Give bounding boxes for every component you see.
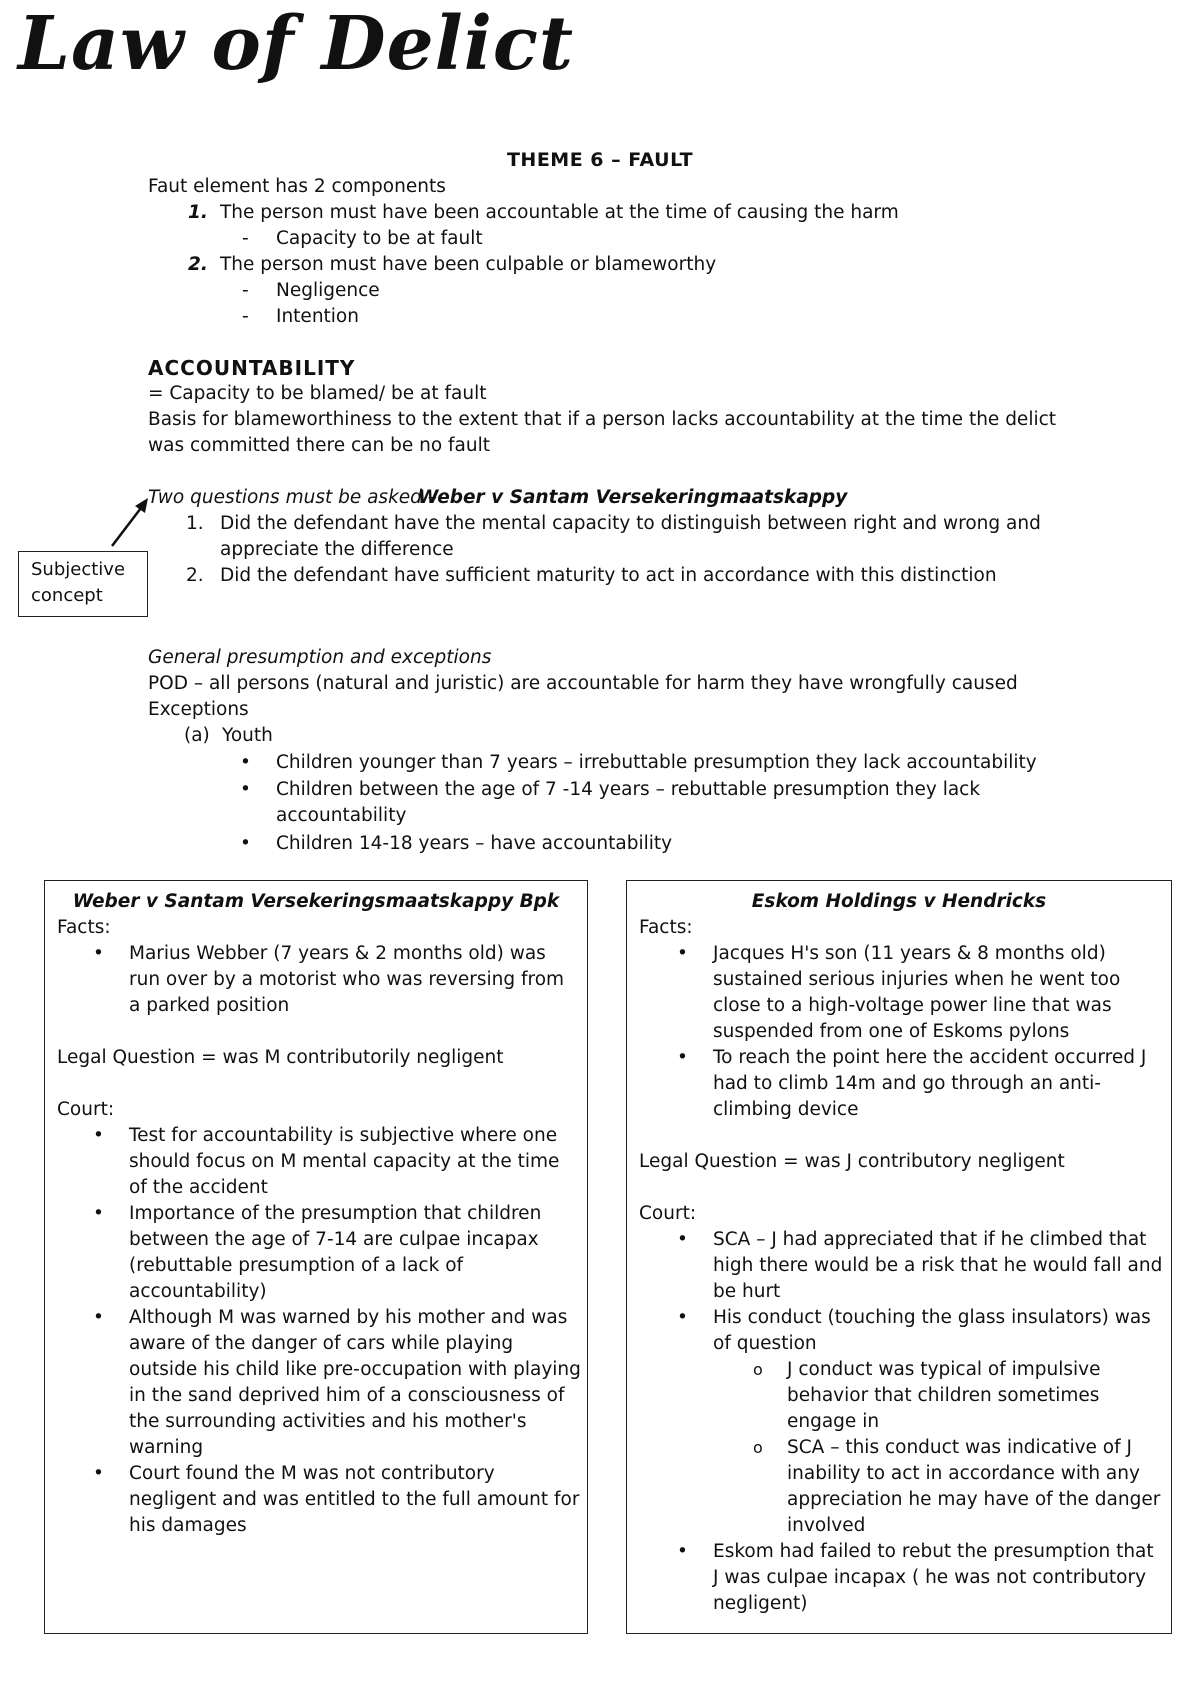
intro-line: Faut element has 2 components (148, 176, 446, 197)
question-2: Did the defendant have sufficient maturity to act in accordance with this distinction (220, 565, 997, 586)
callout-arrow-icon (100, 492, 160, 552)
court-bullet: • Test for accountability is subjective where one (129, 1123, 557, 1149)
case-card-weber (44, 880, 588, 1634)
intro-sub-2: Negligence (276, 280, 380, 301)
fact-line: had to climb 14m and go through an anti- (713, 1073, 1101, 1094)
court-line: negligent) (713, 1593, 808, 1614)
case-title: Eskom Holdings v Hendricks (751, 891, 1047, 912)
court-label: Court: (639, 1203, 697, 1224)
court-line: in the sand deprived him of a consciousness of (129, 1385, 565, 1406)
fact-line: sustained serious injuries when he went too (713, 969, 1121, 990)
court-line: outside his child like pre-occupation with playing (129, 1359, 581, 1380)
theme-heading: THEME 6 – FAULT (506, 149, 694, 171)
youth-bullet-1: • Children younger than 7 years – irrebuttable presumption they lack accountability (276, 750, 1037, 776)
question-1-line-2: appreciate the difference (220, 539, 454, 560)
youth-bullet-3: • Children 14-18 years – have accountability (276, 831, 672, 857)
dash: - (242, 306, 249, 327)
youth-bullet-2: • Children between the age of 7 -14 years – rebuttable presumption they lack (276, 777, 980, 803)
intro-sub-3: Intention (276, 306, 359, 327)
court-line: warning (129, 1437, 204, 1458)
accountability-basis-2: was committed there can be no fault (148, 435, 491, 456)
accountability-heading: ACCOUNTABILITY (148, 356, 356, 380)
intro-item-2: The person must have been culpable or blameworthy (220, 254, 717, 275)
callout-line-1: Subjective (31, 559, 126, 580)
accountability-def: = Capacity to be blamed/ be at fault (148, 383, 487, 404)
callout-line-2: concept (31, 585, 103, 606)
presumption-exceptions: Exceptions (148, 699, 249, 720)
legal-question: Legal Question = was J contributory negligent (639, 1151, 1065, 1172)
court-bullet: • Eskom had failed to rebut the presumption that (713, 1539, 1154, 1565)
fact-line: climbing device (713, 1099, 859, 1120)
two-questions-case: Weber v Santam Versekeringmaatskappy (418, 487, 848, 508)
youth-text: Youth (222, 725, 273, 746)
accountability-basis-1: Basis for blameworthiness to the extent that if a person lacks accountability at the time the delict (148, 409, 1057, 430)
court-line: be hurt (713, 1281, 781, 1302)
intro-item-1: The person must have been accountable at the time of causing the harm (220, 202, 899, 223)
document-title: Law of Delict (18, 1, 575, 87)
fact-line: close to a high-voltage power line that was (713, 995, 1112, 1016)
facts-label: Facts: (57, 917, 111, 938)
court-line: of the accident (129, 1177, 268, 1198)
court-sub-line: involved (787, 1515, 866, 1536)
court-bullet: • Importance of the presumption that children (129, 1201, 541, 1227)
case-title: Weber v Santam Versekeringsmaatskappy Bpk (72, 891, 560, 912)
court-line: J was culpae incapax ( he was not contributory (713, 1567, 1147, 1588)
court-sub-line: behavior that children sometimes (787, 1385, 1100, 1406)
fact-bullet: • Jacques H's son (11 years & 8 months old) (713, 941, 1106, 967)
fact-bullet: • Marius Webber (7 years & 2 months old) was (129, 941, 546, 967)
fact-line: suspended from one of Eskoms pylons (713, 1021, 1070, 1042)
two-questions-lead: Two questions must be asked – (148, 487, 438, 508)
court-line: his damages (129, 1515, 247, 1536)
presumption-pod: POD – all persons (natural and juristic) are accountable for harm they have wrongfully caused (148, 673, 1018, 694)
dash: - (242, 228, 249, 249)
court-bullet: • SCA – J had appreciated that if he climbed that (713, 1227, 1146, 1253)
court-sub-line: appreciation he may have of the danger (787, 1489, 1161, 1510)
court-sub-line: engage in (787, 1411, 880, 1432)
court-line: accountability) (129, 1281, 267, 1302)
fact-line: run over by a motorist who was reversing from (129, 969, 565, 990)
court-sub-bullet: o J conduct was typical of impulsive (787, 1357, 1101, 1383)
court-bullet: • Although M was warned by his mother and was (129, 1305, 567, 1331)
intro-num-1: 1. (188, 202, 208, 223)
court-line: (rebuttable presumption of a lack of (129, 1255, 464, 1276)
court-line: between the age of 7-14 are culpae incapax (129, 1229, 539, 1250)
court-line: aware of the danger of cars while playing (129, 1333, 514, 1354)
court-sub-line: inability to act in accordance with any (787, 1463, 1140, 1484)
dash: - (242, 280, 249, 301)
youth-label: (a) (184, 725, 210, 746)
question-1-line-1: Did the defendant have the mental capacity to distinguish between right and wrong and (220, 513, 1041, 534)
question-num-2: 2. (186, 565, 204, 586)
court-bullet: • Court found the M was not contributory (129, 1461, 495, 1487)
presumption-heading: General presumption and exceptions (148, 647, 492, 668)
intro-sub-1: Capacity to be at fault (276, 228, 483, 249)
youth-bullet-2-cont: accountability (276, 805, 407, 826)
court-line: the surrounding activities and his mother's (129, 1411, 527, 1432)
case-card-eskom (626, 880, 1172, 1634)
court-line: should focus on M mental capacity at the time (129, 1151, 560, 1172)
court-line: high there would be a risk that he would fall and (713, 1255, 1163, 1276)
intro-num-2: 2. (188, 254, 208, 275)
court-sub-bullet: o SCA – this conduct was indicative of J (787, 1435, 1132, 1461)
fact-line: a parked position (129, 995, 290, 1016)
court-label: Court: (57, 1099, 115, 1120)
court-line: of question (713, 1333, 817, 1354)
court-bullet: • His conduct (touching the glass insulators) was (713, 1305, 1151, 1331)
legal-question: Legal Question = was M contributorily negligent (57, 1047, 504, 1068)
question-num-1: 1. (186, 513, 204, 534)
subjective-concept-callout (18, 551, 148, 617)
court-line: negligent and was entitled to the full amount for (129, 1489, 580, 1510)
facts-label: Facts: (639, 917, 693, 938)
fact-bullet: • To reach the point here the accident occurred J (713, 1045, 1146, 1071)
